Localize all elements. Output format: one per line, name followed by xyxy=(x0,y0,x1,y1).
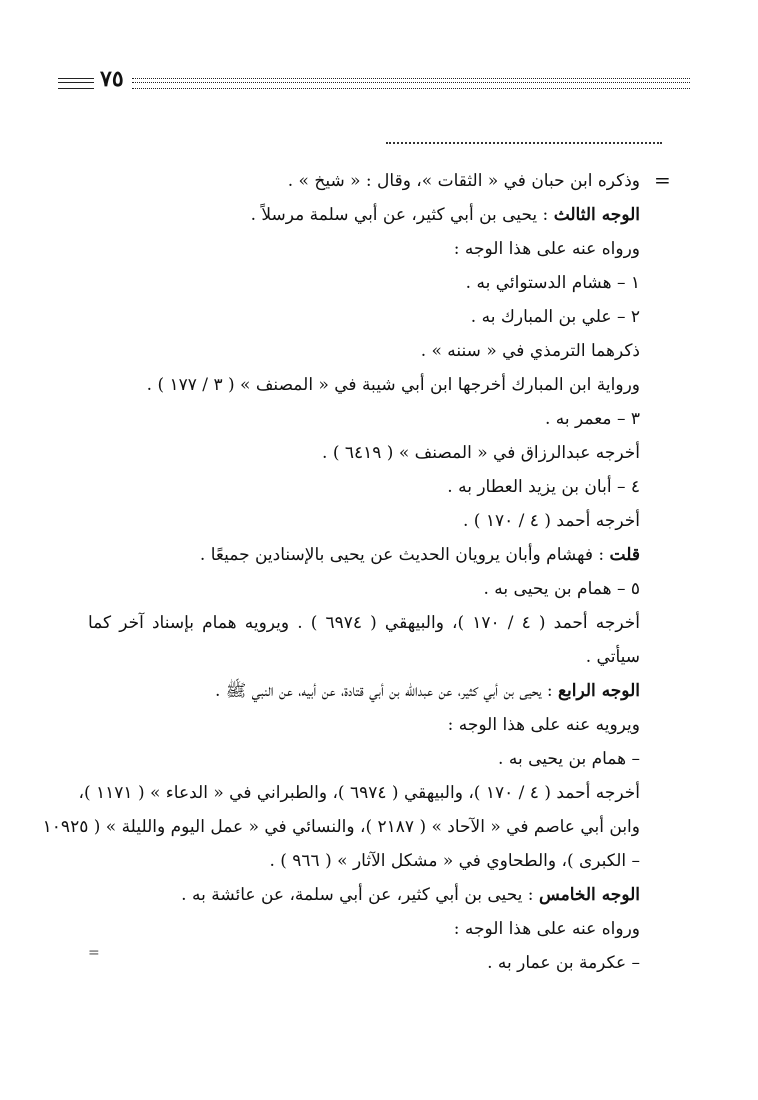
text-line xyxy=(88,538,640,572)
continuation-mark-bottom: = xyxy=(88,945,100,961)
text-line xyxy=(88,708,640,742)
text-line xyxy=(88,640,640,674)
line-text: وذكره ابن حبان في « الثقات »، وقال : « شيخ » . xyxy=(287,171,640,191)
text-line xyxy=(88,470,640,504)
page-header xyxy=(58,66,690,94)
line-text: ذكرهما الترمذي في « سننه » . xyxy=(420,341,640,361)
text-line xyxy=(88,164,640,198)
footnote-body xyxy=(42,164,640,980)
line-text: – عكرمة بن عمار به . xyxy=(487,953,640,973)
line-text: – الكبرى )، والطحاوي في « مشكل الآثار » ( ٩٦٦ ) . xyxy=(269,851,640,871)
section-heading: الوجه الخامس xyxy=(538,885,640,905)
line-text: ٤ – أبان بن يزيد العطار به . xyxy=(447,477,640,497)
line-text: : يحيى بن أبي كثير، عن عبدالله بن أبي قتادة، عن أبيه، عن النبي ﷺ . xyxy=(214,681,558,701)
text-line xyxy=(88,674,640,708)
text-line xyxy=(88,946,640,980)
line-text: ورواية ابن المبارك أخرجها ابن أبي شيبة في « المصنف » ( ٣ / ١٧٧ ) . xyxy=(146,375,640,395)
line-text: : فهشام وأبان يرويان الحديث عن يحيى بالإسنادين جميعًا . xyxy=(199,545,610,565)
text-line xyxy=(88,266,640,300)
line-text: ويرويه عنه على هذا الوجه : xyxy=(447,715,640,735)
line-text: ٥ – همام بن يحيى به . xyxy=(483,579,640,599)
continuation-mark: = xyxy=(654,168,671,192)
text-line xyxy=(88,606,640,640)
section-heading: قلت xyxy=(609,545,640,565)
line-text: : يحيى بن أبي كثير، عن أبي سلمة مرسلاً . xyxy=(250,205,554,225)
section-heading: الوجه الرابع xyxy=(557,681,640,701)
text-line xyxy=(88,844,640,878)
line-text: : يحيى بن أبي كثير، عن أبي سلمة، عن عائشة به . xyxy=(181,885,539,905)
line-text: ٣ – معمر به . xyxy=(544,409,640,429)
line-text: ورواه عنه على هذا الوجه : xyxy=(453,239,640,259)
text-line xyxy=(88,742,640,776)
text-line xyxy=(88,572,640,606)
line-text: أخرجه أحمد ( ٤ / ١٧٠ ) . xyxy=(463,511,640,531)
line-text: ورواه عنه على هذا الوجه : xyxy=(453,919,640,939)
line-text: ١ – هشام الدستوائي به . xyxy=(465,273,640,293)
text-line xyxy=(88,402,640,436)
page-number: ٧٥ xyxy=(100,66,124,92)
text-line xyxy=(88,878,640,912)
line-text: أخرجه عبدالرزاق في « المصنف » ( ٦٤١٩ ) . xyxy=(322,443,640,463)
header-rule-left xyxy=(58,78,94,89)
text-line xyxy=(88,334,640,368)
text-line xyxy=(88,198,640,232)
footnote-separator xyxy=(386,142,662,144)
text-line xyxy=(42,810,640,844)
text-line xyxy=(88,504,640,538)
text-line xyxy=(78,776,640,810)
text-line xyxy=(88,436,640,470)
section-heading: الوجه الثالث xyxy=(553,205,640,225)
text-line xyxy=(88,368,640,402)
line-text: أخرجه أحمد ( ٤ / ١٧٠ )، والبيهقي ( ٦٩٧٤ ) . ويرويه همام بإسناد آخر كما xyxy=(88,613,640,633)
text-line xyxy=(88,232,640,266)
text-line xyxy=(88,912,640,946)
line-text: سيأتي . xyxy=(585,647,640,667)
line-text: – همام بن يحيى به . xyxy=(498,749,640,769)
line-text: ٢ – علي بن المبارك به . xyxy=(470,307,640,327)
text-line xyxy=(88,300,640,334)
header-rule-right xyxy=(132,78,690,89)
line-text: أخرجه أحمد ( ٤ / ١٧٠ )، والبيهقي ( ٦٩٧٤ )، والطبراني في « الدعاء » ( ١١٧١ )، xyxy=(78,783,640,803)
line-text: وابن أبي عاصم في « الآحاد » ( ٢١٨٧ )، والنسائي في « عمل اليوم والليلة » ( ١٠٩٢٥ xyxy=(42,817,640,837)
